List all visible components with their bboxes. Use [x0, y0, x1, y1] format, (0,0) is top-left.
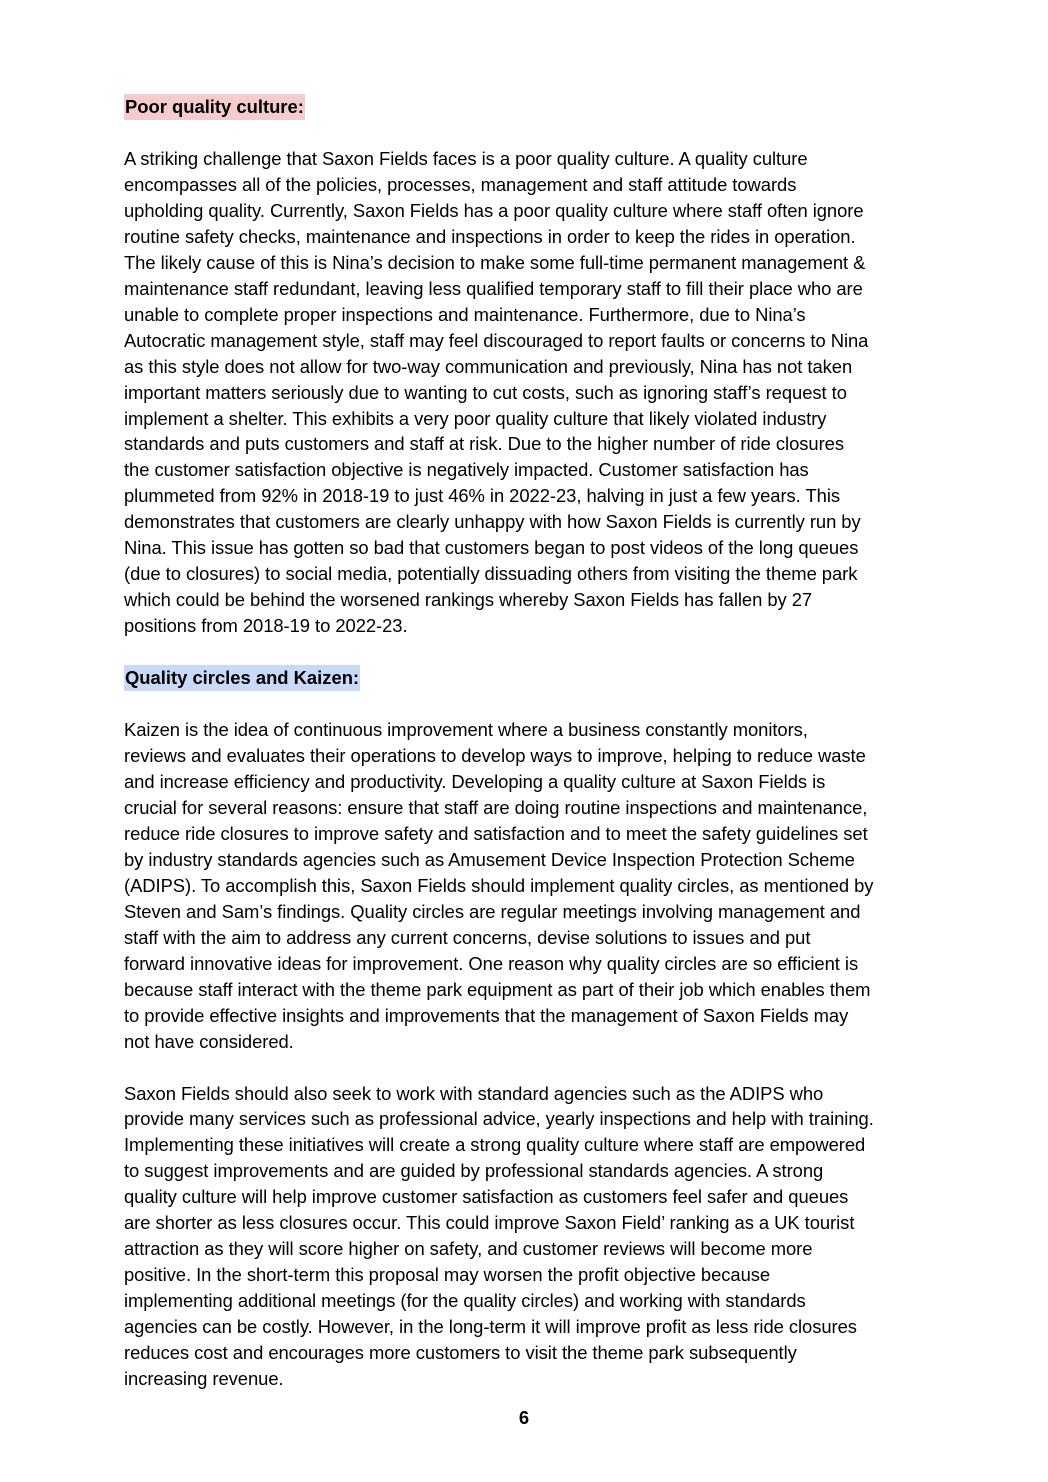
text-line: important matters seriously due to wanting to cut costs, such as ignoring staff’s request to [124, 381, 847, 403]
text-line: as this style does not allow for two-way communication and previously, Nina has not taken [124, 355, 853, 377]
text-line: the customer satisfaction objective is negatively impacted. Customer satisfaction has [124, 459, 809, 481]
text-line: not have considered. [124, 1030, 294, 1052]
text-line: maintenance staff redundant, leaving less qualified temporary staff to fill their place who are [124, 277, 863, 299]
section-heading-poor-quality-culture: Poor quality culture: [124, 94, 305, 120]
paragraph-kaizen-intro [124, 717, 934, 1054]
text-line: (due to closures) to social media, potentially dissuading others from visiting the theme park [124, 563, 858, 585]
text-line: agencies can be costly. However, in the long-term it will improve profit as less ride closures [124, 1316, 857, 1338]
spacer [124, 691, 934, 717]
page-number: 6 [518, 1407, 530, 1428]
paragraph-standards-agencies [124, 1081, 934, 1392]
text-line: demonstrates that customers are clearly unhappy with how Saxon Fields is currently run by [124, 511, 861, 533]
text-line: Steven and Sam’s findings. Quality circles are regular meetings involving management and [124, 900, 861, 922]
text-line: staff with the aim to address any current concerns, devise solutions to issues and put [124, 926, 811, 948]
text-line: implement a shelter. This exhibits a very poor quality culture that likely violated industry [124, 407, 827, 429]
text-line: Kaizen is the idea of continuous improvement where a business constantly monitors, [124, 719, 808, 741]
text-line: forward innovative ideas for improvement. One reason why quality circles are so efficient is [124, 952, 859, 974]
text-line: routine safety checks, maintenance and inspections in order to keep the rides in operation. [124, 225, 856, 247]
text-line: Saxon Fields should also seek to work with standard agencies such as the ADIPS who [124, 1082, 824, 1104]
text-line: standards and puts customers and staff at risk. Due to the higher number of ride closures [124, 433, 844, 455]
text-line: quality culture will help improve customer satisfaction as customers feel safer and queues [124, 1186, 849, 1208]
text-line: encompasses all of the policies, processes, management and staff attitude towards [124, 173, 797, 195]
text-line: attraction as they will score higher on safety, and customer reviews will become more [124, 1238, 813, 1260]
text-line: Nina. This issue has gotten so bad that customers began to post videos of the long queues [124, 537, 859, 559]
spacer [124, 1055, 934, 1081]
text-line: implementing additional meetings (for the quality circles) and working with standards [124, 1290, 806, 1312]
text-line: reduces cost and encourages more customers to visit the theme park subsequently [124, 1342, 797, 1364]
text-line: and increase efficiency and productivity. Developing a quality culture at Saxon Fields is [124, 771, 826, 793]
text-line: provide many services such as professional advice, yearly inspections and help with training. [124, 1108, 874, 1130]
text-line: are shorter as less closures occur. This could improve Saxon Field’ ranking as a UK tourist [124, 1212, 855, 1234]
spacer [124, 639, 934, 665]
text-line: by industry standards agencies such as Amusement Device Inspection Protection Scheme [124, 848, 855, 870]
section-heading-wrapper [124, 665, 934, 691]
text-line: which could be behind the worsened rankings whereby Saxon Fields has fallen by 27 [124, 589, 813, 611]
text-line: because staff interact with the theme park equipment as part of their job which enables them [124, 978, 871, 1000]
text-line: Autocratic management style, staff may feel discouraged to report faults or concerns to Nina [124, 329, 869, 351]
text-line: to suggest improvements and are guided by professional standards agencies. A strong [124, 1160, 824, 1182]
text-line: upholding quality. Currently, Saxon Fields has a poor quality culture where staff often ignore [124, 199, 864, 221]
text-line: (ADIPS). To accomplish this, Saxon Fields should implement quality circles, as mentioned by [124, 874, 874, 896]
text-line: The likely cause of this is Nina’s decision to make some full-time permanent management & [124, 251, 866, 273]
text-line: A striking challenge that Saxon Fields faces is a poor quality culture. A quality culture [124, 148, 808, 169]
text-line: reduce ride closures to improve safety and satisfaction and to meet the safety guidelines set [124, 822, 868, 844]
text-line: plummeted from 92% in 2018-19 to just 46% in 2022-23, halving in just a few years. This [124, 485, 841, 507]
text-line: unable to complete proper inspections and maintenance. Furthermore, due to Nina’s [124, 303, 806, 325]
section-heading-wrapper [124, 94, 934, 120]
text-line: positions from 2018-19 to 2022-23. [124, 615, 408, 637]
text-line: crucial for several reasons: ensure that staff are doing routine inspections and maintenance, [124, 796, 868, 818]
paragraph-poor-quality-culture [124, 146, 934, 639]
text-line: increasing revenue. [124, 1367, 284, 1389]
text-line: reviews and evaluates their operations to develop ways to improve, helping to reduce waste [124, 745, 866, 767]
spacer [124, 120, 934, 146]
text-line: positive. In the short-term this proposal may worsen the profit objective because [124, 1264, 771, 1286]
text-line: to provide effective insights and improvements that the management of Saxon Fields may [124, 1004, 849, 1026]
section-heading-quality-circles-kaizen: Quality circles and Kaizen: [124, 665, 360, 691]
document-page [124, 94, 934, 1392]
text-line: Implementing these initiatives will create a strong quality culture where staff are empowered [124, 1134, 866, 1156]
